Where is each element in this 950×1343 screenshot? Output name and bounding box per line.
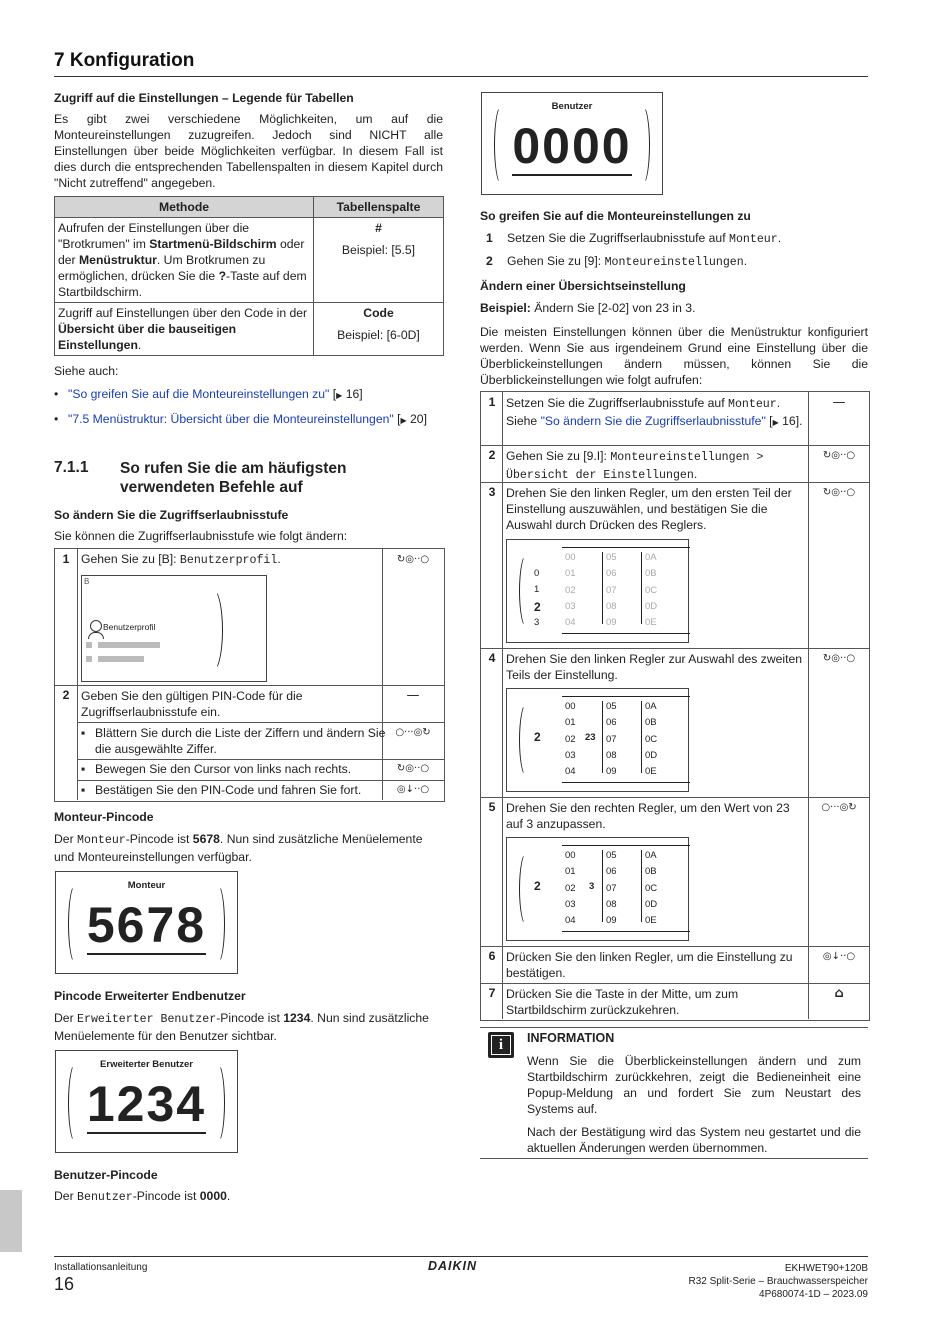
step-number: 6 — [488, 949, 496, 963]
extended-pin-screen — [55, 1050, 238, 1153]
step-2-sub-1: ▪ Blättern Sie durch die Liste der Ziffern und ändern Sie die ausgewählte Ziffer. — [81, 726, 386, 756]
method-header: Methode — [55, 197, 314, 218]
screen-letter: B — [84, 577, 90, 586]
screen-label: Benutzerprofil — [103, 622, 156, 632]
info-icon: i — [488, 1032, 514, 1058]
overview-heading: Ändern einer Übersichtseinstellung — [480, 279, 686, 293]
setting-column-1: 00 01 02 03 04 — [565, 850, 576, 927]
footer-rule — [54, 1256, 868, 1257]
setting-column-3: 0A 0B 0C 0D 0E — [645, 701, 658, 778]
pin-screen-label: Benutzer — [551, 101, 593, 112]
dial-press-icon: ◎↓··○ — [822, 951, 856, 962]
selected-first-part: 2 — [534, 730, 541, 744]
setting-column-1: 00 01 02 03 04 — [565, 552, 576, 629]
step-number: 2 — [486, 254, 493, 268]
overview-steps-table — [480, 391, 870, 1021]
monteur-text: Der Monteur-Pincode ist 5678. Nun sind zusätzliche Menüelemente und Monteureinstellungen verfügbar. — [54, 832, 423, 864]
installer-step-2: Gehen Sie zu [9]: Monteureinstellungen. — [507, 254, 748, 269]
setting-value: 23 — [585, 731, 596, 743]
pin-digits: 1234 — [86, 1076, 207, 1132]
installer-step-1: Setzen Sie die Zugriffserlaubnisstufe auf Monteur. — [507, 231, 782, 246]
home-icon: ⌂ — [834, 986, 844, 1001]
column-header: Tabellenspalte — [314, 197, 444, 218]
dial-right-rotate-icon: ○···◎↻ — [395, 727, 431, 738]
section-title: So rufen Sie die am häufigsten verwendeten Befehle auf — [120, 460, 347, 496]
see-also-link-1[interactable]: • "So greifen Sie auf die Monteureinstellungen zu" [▶ 16] — [54, 386, 444, 404]
access-text: Es gibt zwei verschiedene Möglichkeiten, um auf die Monteureinstellungen zuzugreifen. Jedoch sind NICHT alle Einstellungen über beide Möglichkeiten verfügbar. In diesem Fall ist dies durch die entsprechenden Tabellenspalten in diesem Kapitel durch "Nicht zutreffend" angegeben. — [54, 112, 443, 190]
overview-example: Beispiel: Ändern Sie [2-02] von 23 in 3. — [480, 301, 696, 315]
step-2-text: Geben Sie den gültigen PIN-Code für die Zugriffserlaubnisstufe ein. — [81, 689, 303, 719]
setting-screen-step-3 — [506, 539, 689, 643]
selected-first-part: 2 — [534, 879, 541, 893]
overview-step-5: Drehen Sie den rechten Regler, um den Wert von 23 auf 3 anzupassen. — [506, 801, 790, 831]
setting-column-2: 05 06 07 08 09 — [606, 701, 617, 778]
dial-rotate-icon: ↻◎··○ — [822, 653, 856, 664]
see-also-label: Siehe auch: — [54, 364, 119, 378]
step-number: 1 — [62, 552, 70, 566]
step-2-sub-2: ▪ Bewegen Sie den Cursor von links nach rechts. — [81, 762, 352, 776]
side-tab — [0, 1190, 22, 1252]
overview-step-3: Drehen Sie den linken Regler, um den ersten Teil der Einstellung auszuwählen, und bestätigen Sie die Auswahl durch Drücken des Reglers. — [506, 486, 792, 532]
first-part-column: 0 1 2 3 — [534, 568, 541, 628]
extended-pin-heading: Pincode Erweiterter Endbenutzer — [54, 989, 246, 1003]
screen-arc — [202, 588, 223, 672]
overview-step-7: Drücken Sie die Taste in der Mitte, um zum Startbildschirm zurückzukehren. — [506, 987, 739, 1017]
setting-column-3: 0A 0B 0C 0D 0E — [645, 552, 658, 629]
user-icon-body — [88, 632, 104, 639]
no-control-icon: — — [832, 395, 846, 410]
method-code: Zugriff auf Einstellungen über den Code in der Übersicht über die bauseitigen Einstellungen. — [55, 303, 314, 356]
user-pin-text: Der Benutzer-Pincode ist 0000. — [54, 1189, 231, 1204]
overview-step-1: Setzen Sie die Zugriffserlaubnisstufe auf Monteur. Siehe "So ändern Sie die Zugriffserlaubnisstufe" [▶ 16]. — [506, 396, 803, 428]
footer-doc-type: Installationsanleitung — [54, 1262, 148, 1273]
footer-doc-info: EKHWET90+120B R32 Split-Serie – Brauchwasserspeicher 4P680074-1D – 2023.09 — [688, 1263, 868, 1300]
user-pin-heading: Benutzer-Pincode — [54, 1168, 158, 1182]
overview-step-6: Drücken Sie den linken Regler, um die Einstellung zu bestätigen. — [506, 950, 793, 980]
header-rule — [54, 76, 868, 77]
profile-screen — [81, 575, 267, 682]
see-also-link-2[interactable]: • "7.5 Menüstruktur: Übersicht über die Monteureinstellungen" [▶ 20] — [54, 411, 444, 429]
overview-step-2: Gehen Sie zu [9.I]: Monteureinstellungen > Übersicht der Einstellungen. — [506, 449, 764, 482]
step-number: 2 — [488, 448, 496, 462]
pin-digits: 5678 — [86, 897, 207, 953]
change-level-text: Sie können die Zugriffserlaubnisstufe wie folgt ändern: — [54, 529, 348, 543]
installer-access-heading: So greifen Sie auf die Monteureinstellungen zu — [480, 209, 751, 223]
setting-column-2: 05 06 07 08 09 — [606, 552, 617, 629]
dial-right-rotate-icon: ○···◎↻ — [821, 802, 857, 813]
pin-digits: 0000 — [512, 118, 632, 174]
step-number: 2 — [62, 688, 70, 702]
info-paragraph-1: Wenn Sie die Überblickeinstellungen ändern und zum Startbildschirm zurückkehren, zeigt die Bedieneinheit eine Popup-Meldung an und fordert Sie zum Neustart des Systems auf. — [527, 1054, 861, 1116]
step-number: 7 — [488, 986, 496, 1000]
dial-press-icon: ◎↓··○ — [396, 784, 430, 795]
access-heading: Zugriff auf die Einstellungen – Legende für Tabellen — [54, 91, 354, 105]
step-number: 5 — [488, 800, 496, 814]
pin-screen-label: Erweiterter Benutzer — [100, 1059, 193, 1070]
setting-screen-step-4 — [506, 688, 689, 792]
step-number: 3 — [488, 485, 496, 499]
column-breadcrumb: # Beispiel: [5.5] — [314, 218, 444, 303]
info-title: INFORMATION — [527, 1031, 615, 1045]
section-number: 7.1.1 — [54, 459, 89, 476]
setting-screen-step-5 — [506, 837, 689, 941]
dial-rotate-icon: ↻◎··○ — [396, 554, 430, 565]
dial-left-rotate-icon: ↻◎··○ — [396, 763, 430, 774]
info-paragraph-2: Nach der Bestätigung wird das System neu gestartet und die aktuellen Änderungen werden übernommen. — [527, 1125, 861, 1155]
setting-column-1: 00 01 02 03 04 — [565, 701, 576, 778]
footer-page-number: 16 — [54, 1274, 75, 1294]
monteur-heading: Monteur-Pincode — [54, 810, 154, 824]
daikin-logo: DAIKIN — [428, 1259, 478, 1273]
step-2-sub-3: ▪ Bestätigen Sie den PIN-Code und fahren Sie fort. — [81, 783, 362, 797]
method-breadcrumb: Aufrufen der Einstellungen über die "Brotkrumen" im Startmenü-Bildschirm oder der Menüstruktur. Um Brotkrumen zu ermöglichen, drücken Sie die ?-Taste auf dem Startbildschirm. — [55, 218, 314, 303]
dial-rotate-icon: ↻◎··○ — [822, 487, 856, 498]
no-control-icon: — — [406, 688, 420, 703]
setting-column-2: 05 06 07 08 09 — [606, 850, 617, 927]
see-also-list — [54, 386, 444, 429]
setting-value: 3 — [589, 880, 595, 892]
step-number: 4 — [488, 651, 496, 665]
step-1-text: Gehen Sie zu [B]: Benutzerprofil. — [81, 552, 281, 567]
step-number: 1 — [488, 395, 496, 409]
method-table — [54, 196, 444, 356]
benutzer-pin-screen — [481, 92, 663, 195]
column-code: Code Beispiel: [6-0D] — [314, 303, 444, 356]
level-link[interactable]: "So ändern Sie die Zugriffserlaubnisstufe" — [540, 414, 766, 428]
overview-text: Die meisten Einstellungen können über die Menüstruktur konfiguriert werden. Wenn Sie aus irgendeinem Grund eine Einstellung über die Überblickeinstellungen ändern müssen, können Sie die Überblickeinstellungen wie folgt aufrufen: — [480, 325, 868, 387]
extended-pin-text: Der Erweiterter Benutzer-Pincode ist 1234. Nun sind zusätzliche Menüelemente für den Benutzer sichtbar. — [54, 1011, 429, 1043]
pin-screen-label: Monteur — [127, 880, 166, 891]
setting-column-3: 0A 0B 0C 0D 0E — [645, 850, 658, 927]
change-level-heading: So ändern Sie die Zugriffserlaubnisstufe — [54, 508, 289, 522]
info-bottom-rule — [480, 1158, 868, 1159]
dial-rotate-icon: ↻◎··○ — [822, 450, 856, 461]
page-title: 7 Konfiguration — [54, 50, 195, 71]
step-number: 1 — [486, 231, 493, 245]
user-icon — [90, 620, 102, 632]
info-top-rule — [480, 1027, 868, 1028]
overview-step-4: Drehen Sie den linken Regler zur Auswahl des zweiten Teils der Einstellung. — [506, 652, 803, 682]
level-steps-table — [54, 548, 445, 802]
monteur-pin-screen — [55, 871, 238, 974]
